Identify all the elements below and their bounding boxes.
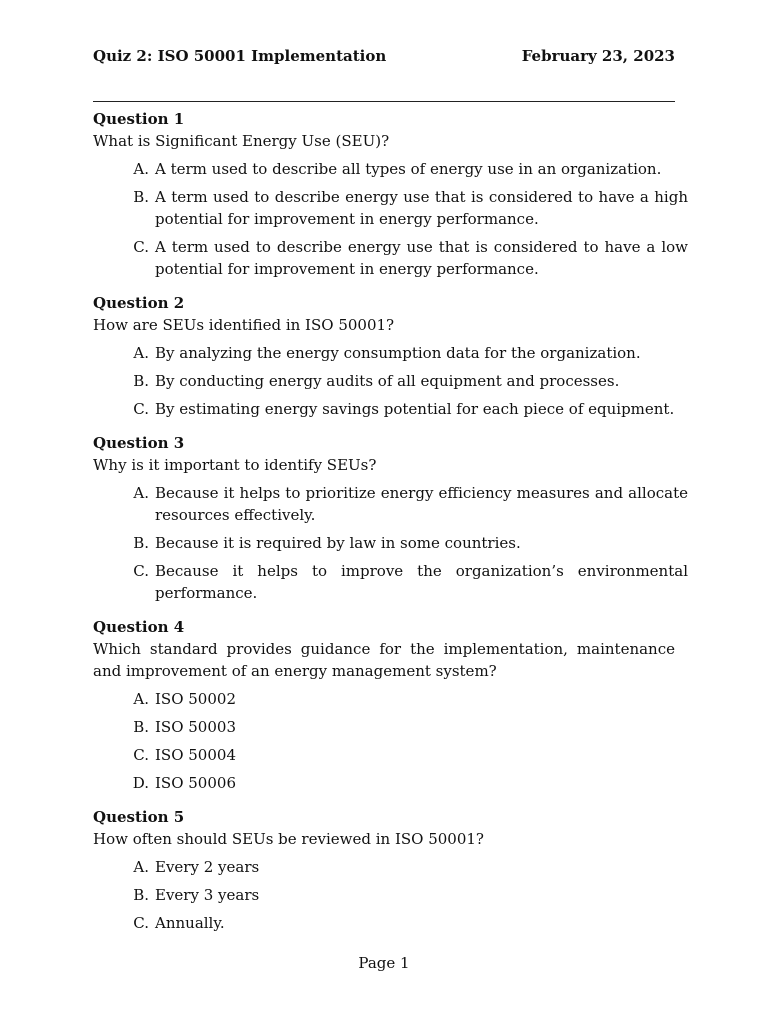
header-divider xyxy=(93,101,675,102)
option-letter: A. xyxy=(133,690,149,708)
page-footer xyxy=(93,953,675,973)
page-number: Page 1 xyxy=(358,954,410,972)
option-text: Because it helps to prioritize energy efficiency measures and allocate resources effectively. xyxy=(155,484,688,524)
option-letter: C. xyxy=(133,400,149,418)
option-c xyxy=(93,398,690,420)
question-text: How often should SEUs be reviewed in ISO 50001? xyxy=(93,830,484,848)
question-1 xyxy=(93,108,688,280)
option-c xyxy=(93,560,690,604)
option-list xyxy=(93,482,688,604)
option-letter: B. xyxy=(133,534,149,552)
question-list xyxy=(93,108,688,946)
option-letter: C. xyxy=(133,562,149,580)
option-text: Every 3 years xyxy=(155,886,260,904)
option-a xyxy=(93,688,690,710)
option-list xyxy=(93,342,675,420)
option-list xyxy=(93,856,675,934)
page-header xyxy=(93,46,675,66)
option-c xyxy=(93,912,690,934)
question-text: Why is it important to identify SEUs? xyxy=(93,456,377,474)
option-list xyxy=(93,688,675,794)
option-text: By conducting energy audits of all equipment and processes. xyxy=(155,372,620,390)
option-letter: D. xyxy=(132,774,149,792)
question-title: Question 4 xyxy=(93,618,185,636)
option-b xyxy=(93,716,690,738)
option-text: By estimating energy savings potential for each piece of equipment. xyxy=(155,400,675,418)
question-title: Question 3 xyxy=(93,434,185,452)
quiz-title: Quiz 2: ISO 50001 Implementation xyxy=(93,47,387,65)
option-text: ISO 50004 xyxy=(155,746,236,764)
option-a xyxy=(93,856,690,878)
question-title: Question 2 xyxy=(93,294,185,312)
question-2 xyxy=(93,292,675,420)
option-text: By analyzing the energy consumption data for the organization. xyxy=(155,344,641,362)
option-letter: B. xyxy=(133,718,149,736)
option-text: A term used to describe all types of energy use in an organization. xyxy=(155,160,662,178)
option-text: ISO 50003 xyxy=(155,718,236,736)
option-b xyxy=(93,186,690,230)
option-text: Because it is required by law in some countries. xyxy=(155,534,521,552)
option-text: ISO 50002 xyxy=(155,690,236,708)
quiz-date: February 23, 2023 xyxy=(521,47,675,65)
option-b xyxy=(93,370,690,392)
option-b xyxy=(93,532,690,554)
option-text: Because it helps to improve the organization’s environmental performance. xyxy=(155,562,688,602)
question-5 xyxy=(93,806,675,934)
option-c xyxy=(93,236,690,280)
option-letter: A. xyxy=(133,858,149,876)
option-letter: A. xyxy=(133,160,149,178)
document-page xyxy=(93,0,688,1024)
option-text: Every 2 years xyxy=(155,858,260,876)
question-4 xyxy=(93,616,675,794)
option-text: A term used to describe energy use that is considered to have a high potential for improvement in energy performance. xyxy=(155,188,688,228)
option-b xyxy=(93,884,690,906)
question-title: Question 5 xyxy=(93,808,185,826)
option-text: A term used to describe energy use that is considered to have a low potential for improvement in energy performance. xyxy=(155,238,688,278)
option-c xyxy=(93,744,690,766)
option-a xyxy=(93,158,690,180)
option-text: Annually. xyxy=(155,914,225,932)
option-letter: A. xyxy=(133,344,149,362)
option-letter: A. xyxy=(133,484,149,502)
question-title: Question 1 xyxy=(93,110,185,128)
option-letter: C. xyxy=(133,914,149,932)
option-letter: B. xyxy=(133,372,149,390)
option-d xyxy=(93,772,690,794)
question-text: What is Significant Energy Use (SEU)? xyxy=(93,132,390,150)
option-list xyxy=(93,158,688,280)
option-letter: C. xyxy=(133,238,149,256)
option-a xyxy=(93,342,690,364)
question-text: Which standard provides guidance for the implementation, maintenance and improvement of an energy management system? xyxy=(93,640,675,680)
option-a xyxy=(93,482,690,526)
question-3 xyxy=(93,432,688,604)
option-letter: C. xyxy=(133,746,149,764)
option-text: ISO 50006 xyxy=(155,774,236,792)
option-letter: B. xyxy=(133,886,149,904)
option-letter: B. xyxy=(133,188,149,206)
question-text: How are SEUs identified in ISO 50001? xyxy=(93,316,395,334)
